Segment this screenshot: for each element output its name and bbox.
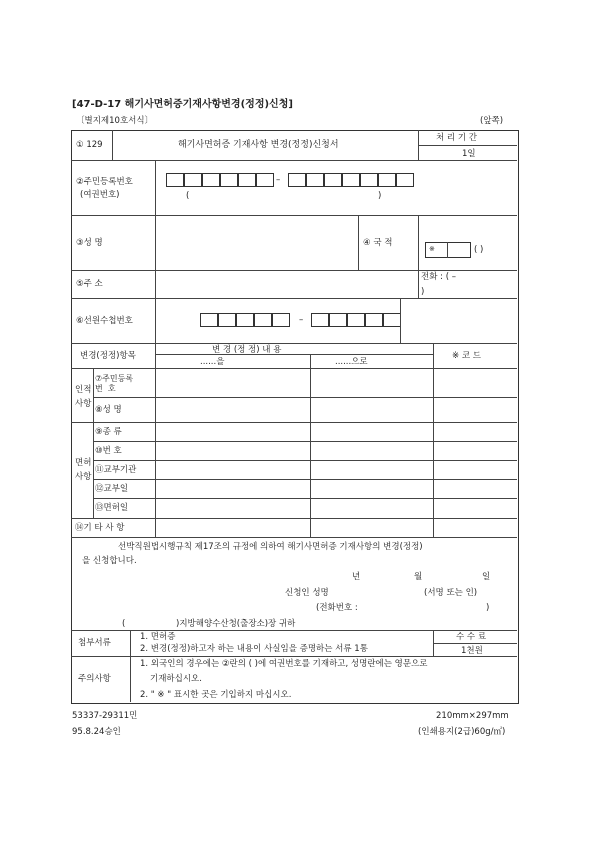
address-label: ⑤주 소	[76, 279, 103, 289]
passport-paren-close: )	[378, 191, 382, 201]
footer-approval: 95.8.24승인	[72, 727, 121, 737]
applicant-name-label: 신청인 성명	[285, 588, 329, 598]
form-title: 해기사면허증 기재사항 변경(정정)신청서	[178, 140, 339, 150]
processing-period-value: 1일	[462, 149, 476, 159]
nationality-mark: ※	[429, 245, 435, 253]
date-year: 년	[352, 572, 361, 582]
passport-paren-open: (	[186, 191, 190, 201]
form-outer-border	[71, 130, 519, 704]
document-heading: [47-D-17 해기사면허증기재사항변경(정정)신청]	[72, 99, 293, 110]
license-item-issuer: ⑪교부기관	[95, 465, 137, 475]
from-label: ......을	[200, 357, 225, 367]
license-item-type: ⑨종 류	[95, 427, 122, 437]
phone-number-close: )	[486, 603, 490, 613]
fee-value: 1천원	[461, 646, 483, 656]
statement-line-1: 선박직원법시행규칙 제17조의 규정에 의하여 해기사면허증 기재사항의 변경(정정)	[118, 542, 423, 552]
footer-paper-size: 210mm×297mm	[436, 711, 509, 721]
footer-form-code: 53337-29311민	[72, 711, 138, 721]
form-number: 〔별지제10호서식〕	[76, 116, 154, 126]
date-day: 일	[482, 572, 491, 582]
license-item-number: ⑩번 호	[95, 446, 122, 456]
to-label: ......으로	[335, 357, 368, 367]
rrn-item-label: ⑦주민등록 번 호	[95, 374, 134, 393]
processing-period-label: 처 리 기 간	[436, 133, 477, 143]
name-item-label: ⑧성 명	[95, 405, 122, 415]
note-2: 2. " ※ " 표시한 곳은 기입하지 마십시오.	[140, 690, 292, 700]
fee-label: 수 수 료	[456, 632, 487, 642]
phone-label: 전화 : ( –	[421, 272, 456, 282]
seaman-dash: –	[299, 315, 304, 325]
attachment-label: 첨부서류	[78, 638, 111, 648]
nationality-paren: ( )	[474, 245, 484, 255]
form-code: ① 129	[76, 140, 103, 150]
seaman-book-label: ⑥선원수첩번호	[76, 316, 133, 326]
note-1-cont: 기재하십시오.	[150, 674, 202, 684]
statement-line-2: 을 신청합니다.	[82, 556, 137, 566]
date-month: 월	[414, 572, 423, 582]
phone-close: )	[421, 287, 425, 297]
rrn-label: ②주민등록번호	[76, 177, 133, 187]
license-item-issue-date: ⑫교부일	[95, 484, 129, 494]
license-item-license-date: ⑬면허일	[95, 503, 129, 513]
other-items-label: ⑭기 타 사 항	[75, 523, 125, 533]
attachment-item-1: 1. 면허증	[140, 632, 176, 642]
attachment-item-2: 2. 변경(정정)하고자 하는 내용이 사실임을 증명하는 서류 1통	[140, 644, 368, 654]
signature-label: (서명 또는 인)	[424, 588, 478, 598]
authority-text: )지방해양수산청(출장소)장 귀하	[176, 619, 296, 629]
rrn-dash: –	[276, 175, 281, 185]
personal-group-label: 인적 사항	[75, 385, 92, 409]
code-header: ※ 코 드	[452, 351, 481, 361]
license-group-label: 면허 사항	[75, 458, 92, 482]
page-side: (앞쪽)	[480, 116, 504, 126]
footer-paper-spec: (인쇄용지(2급)60g/㎡)	[418, 727, 506, 737]
passport-label: (여권번호)	[80, 190, 120, 200]
name-label: ③성 명	[76, 238, 103, 248]
change-item-header: 변경(정정)항목	[80, 351, 136, 361]
nationality-label: ④ 국 적	[363, 238, 393, 248]
change-content-header: 변 경 (정 정) 내 용	[212, 345, 282, 355]
note-1: 1. 외국인의 경우에는 ②란의 ( )에 여권번호를 기재하고, 성명란에는 영문으로	[140, 659, 428, 669]
phone-number-label: (전화번호 :	[316, 603, 358, 613]
authority-prefix: (	[122, 619, 126, 629]
notes-label: 주의사항	[78, 674, 111, 684]
